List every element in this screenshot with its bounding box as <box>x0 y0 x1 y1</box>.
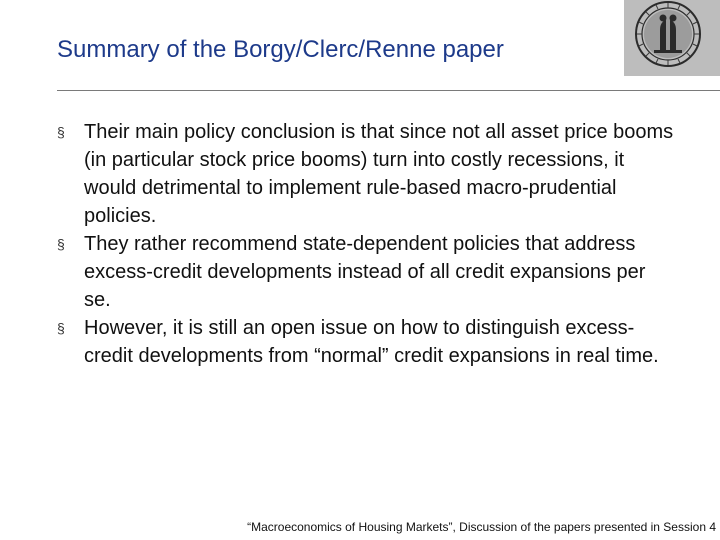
bullet-list <box>57 118 677 370</box>
title-divider <box>57 90 720 91</box>
slide-title: Summary of the Borgy/Clerc/Renne paper <box>57 36 504 63</box>
university-logo <box>624 0 720 76</box>
bullet-marker-icon: § <box>57 320 65 336</box>
bullet-item <box>57 230 677 314</box>
bullet-text: However, it is still an open issue on how to distinguish excess-credit developments from “normal” credit expansions in real time. <box>84 317 659 367</box>
university-seal-icon <box>624 0 720 76</box>
bullet-text: Their main policy conclusion is that since not all asset price booms (in particular stock price booms) turn into costly recessions, it would detrimental to implement rule-based macro-prudential policies. <box>84 121 674 227</box>
bullet-marker-icon: § <box>57 236 65 252</box>
slide-footer: “Macroeconomics of Housing Markets”, Discussion of the papers presented in Session 4 <box>247 520 716 534</box>
bullet-item <box>57 314 677 370</box>
bullet-item <box>57 118 677 230</box>
bullet-marker-icon: § <box>57 124 65 140</box>
bullet-text: They rather recommend state-dependent policies that address excess-credit developments instead of all credit expansions per se. <box>84 233 646 311</box>
